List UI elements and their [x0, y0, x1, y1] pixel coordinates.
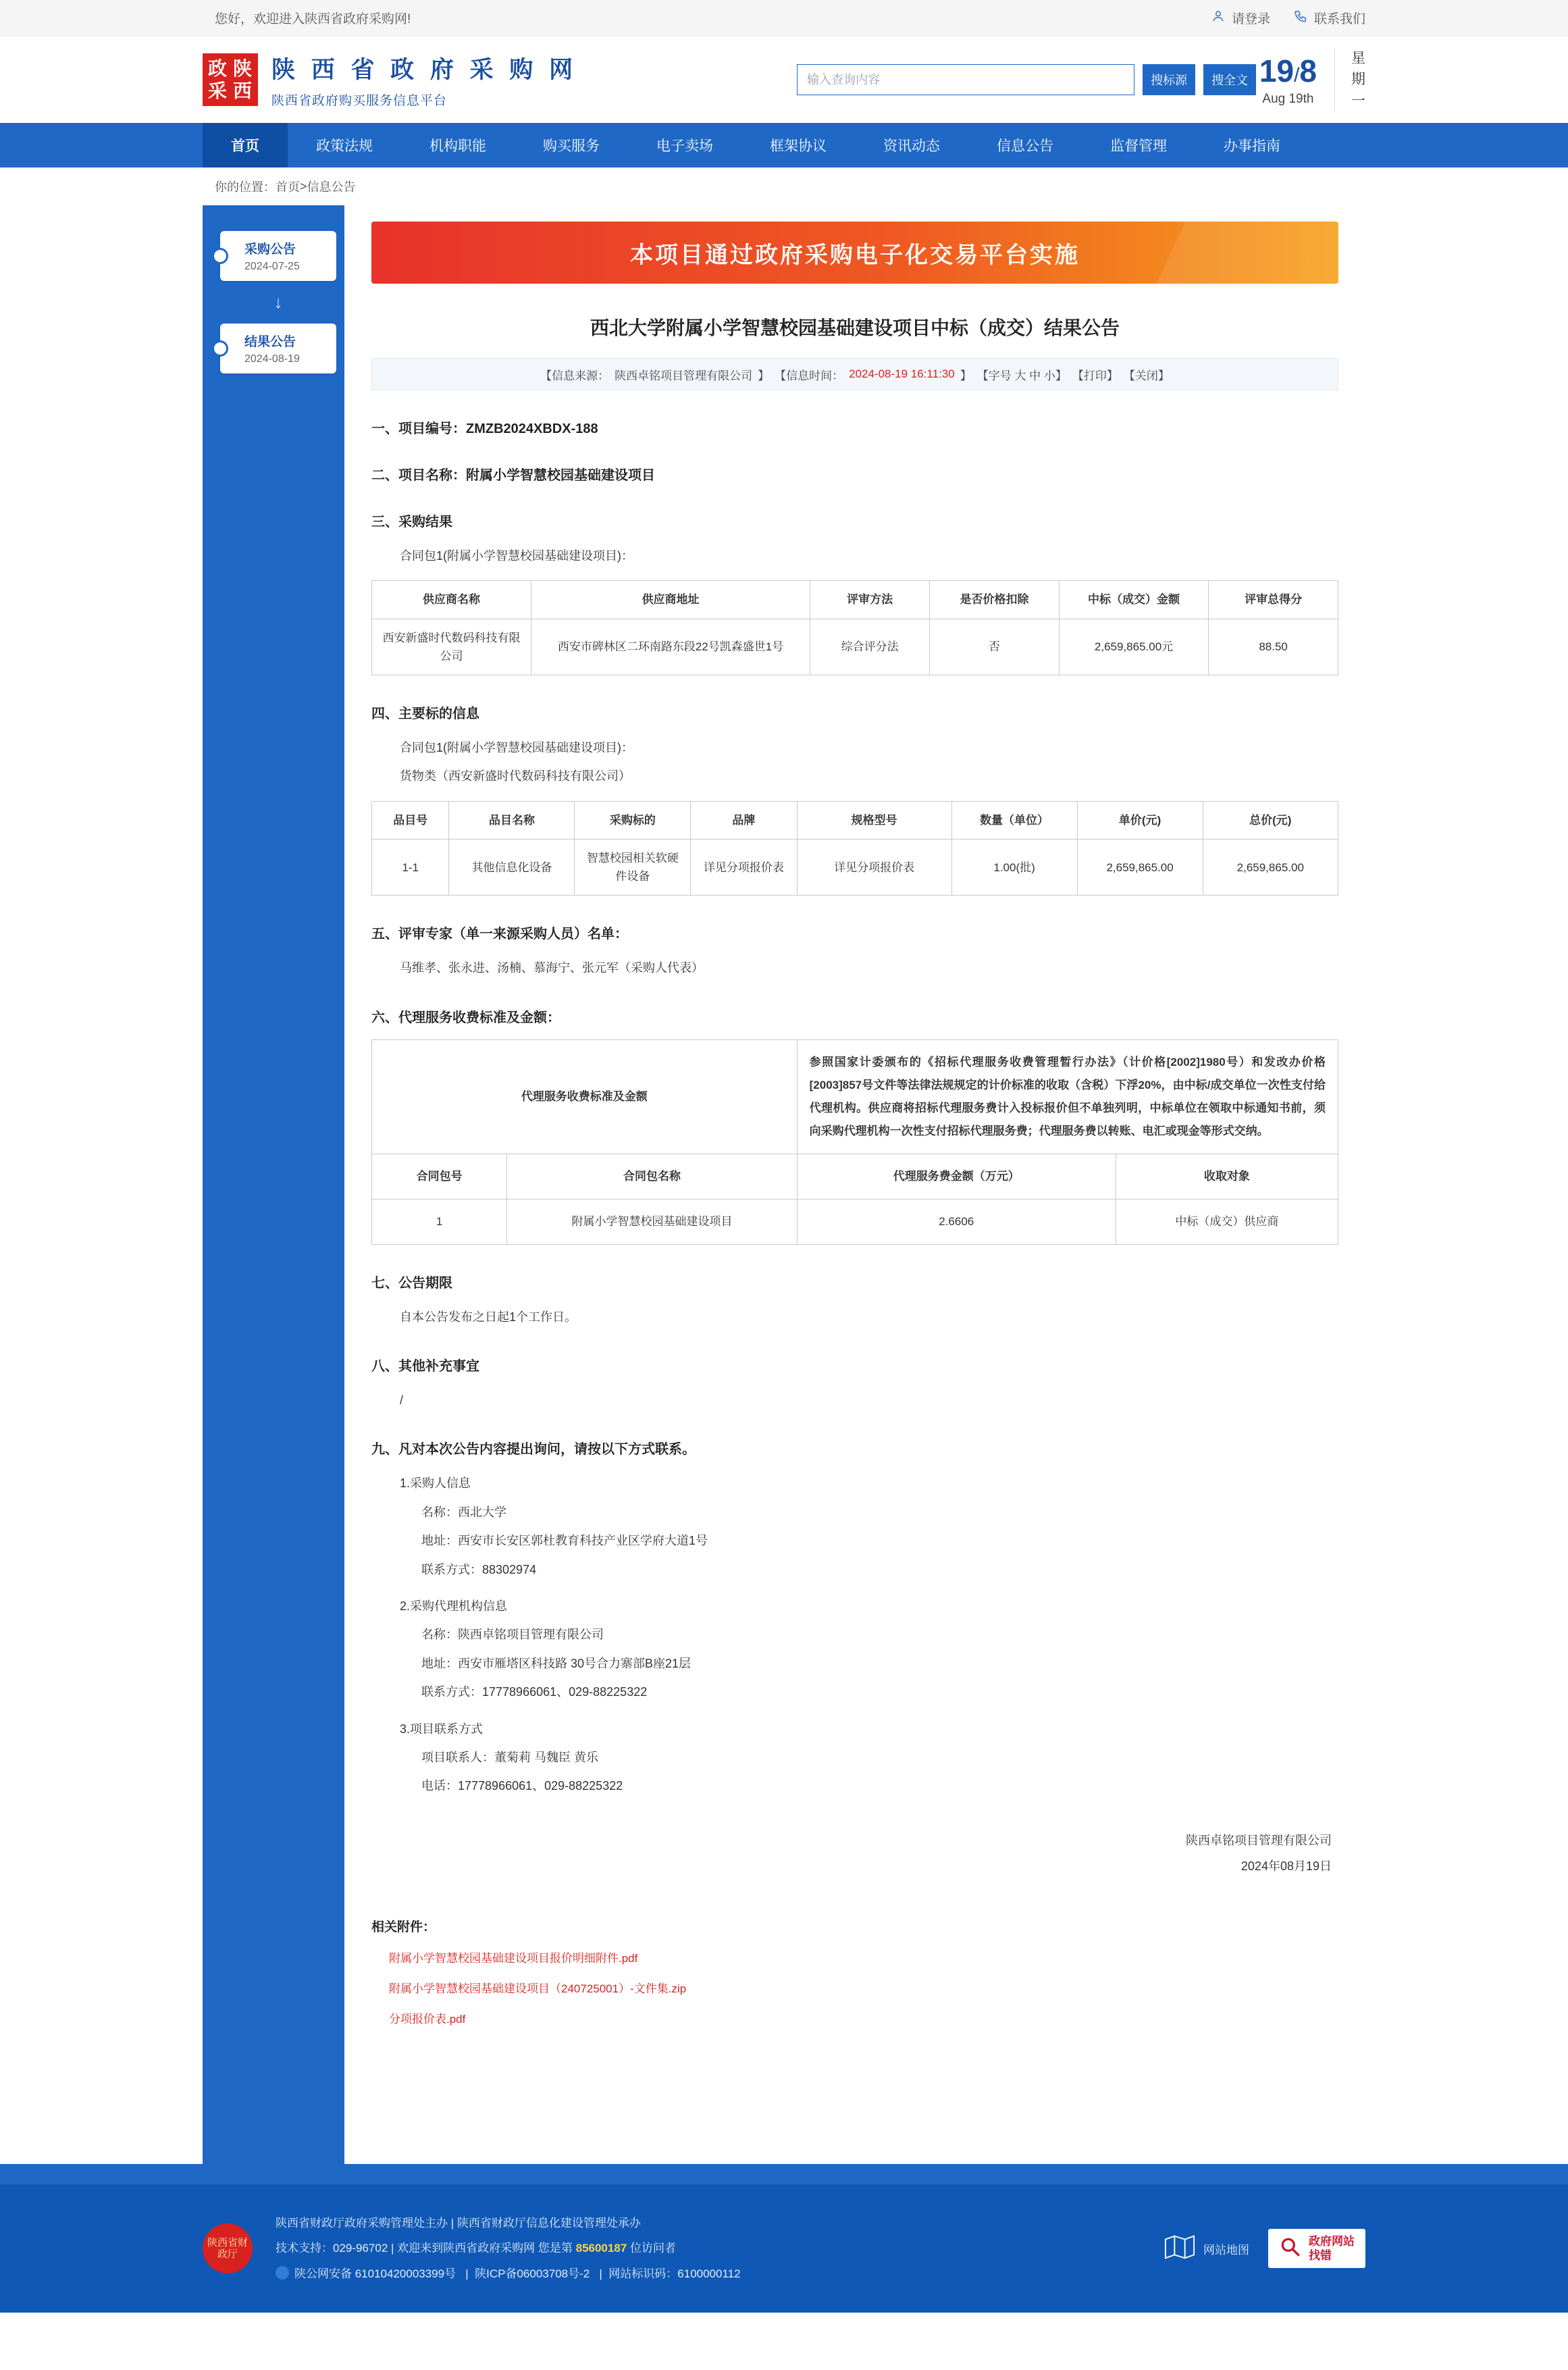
meta-fontsize-control[interactable]: 【字号 大 中 小】: [976, 369, 1067, 382]
th-supplier-name: 供应商名称: [372, 581, 531, 619]
purchaser-address: 地址：西安市长安区郭杜教育科技产业区学府大道1号: [421, 1534, 708, 1548]
date-english: Aug 19th: [1262, 92, 1314, 106]
td-brand: 详见分项报价表: [691, 839, 797, 895]
footer-icp-beian[interactable]: 陕ICP备06003708号-2: [475, 2267, 590, 2280]
section-9-heading: 九、凡对本次公告内容提出询问，请按以下方式联系。: [371, 1442, 696, 1458]
platform-banner: 本项目通过政府采购电子化交易平台实施: [371, 222, 1338, 284]
agency-address: 地址：西安市雁塔区科技路 30号合力寨部B座21层: [421, 1656, 691, 1670]
td-package-name: 附属小学智慧校园基础建设项目: [507, 1199, 797, 1244]
meta-close-button[interactable]: 【关闭】: [1123, 369, 1170, 382]
footer-support-line: [276, 2236, 741, 2261]
td-total-score: 88.50: [1209, 619, 1338, 675]
fee-value-row: [372, 1199, 1338, 1244]
td-review-method: 综合评分法: [810, 619, 930, 675]
th-award-amount: 中标（成交）金额: [1059, 581, 1208, 619]
section-5-heading: 五、评审专家（单一来源采购人员）名单：: [371, 927, 628, 942]
sidebar-item-result-notice[interactable]: [220, 324, 336, 373]
nav-item-news[interactable]: 资讯动态: [883, 138, 940, 154]
table-row: [372, 619, 1338, 675]
weekday-line1: 星: [1351, 50, 1365, 66]
user-icon: [1211, 9, 1226, 28]
search-fulltext-button[interactable]: 搜全文: [1203, 64, 1256, 95]
signature-org: 陕西卓铭项目管理有限公司: [1186, 1833, 1332, 1847]
attachment-link[interactable]: 附属小学智慧校园基础建设项目报价明细附件.pdf: [389, 1952, 638, 1965]
breadcrumb: [0, 168, 1568, 205]
timeline-arrow-icon: ↓: [273, 292, 283, 312]
td-award-amount: 2,659,865.00元: [1059, 619, 1208, 675]
section-1-heading: 一、项目编号：ZMZB2024XBDX-188: [371, 421, 598, 436]
weekday-line2: 期: [1351, 72, 1365, 88]
th-review-method: 评审方法: [810, 581, 930, 619]
td-price-deduction: 否: [930, 619, 1060, 675]
section-3-heading: 三、采购结果: [371, 515, 452, 530]
section-4-heading: 四、主要标的信息: [371, 706, 479, 721]
td-fee-amount: 2.6606: [797, 1199, 1116, 1244]
td-package-no: 1: [372, 1199, 507, 1244]
th-item-no: 品目号: [372, 801, 449, 839]
breadcrumb-home[interactable]: 首页: [276, 180, 300, 194]
breadcrumb-current: 信息公告: [307, 180, 356, 194]
footer-org-line: 陕西省财政厅政府采购管理处主办 | 陕西省财政厅信息化建设管理处承办: [276, 2216, 641, 2230]
th-spec-model: 规格型号: [797, 801, 951, 839]
table-header-row: [372, 581, 1338, 619]
th-unit-price: 单价(元): [1077, 801, 1203, 839]
date-month: 8: [1299, 53, 1317, 88]
td-procurement-subject: 智慧校园相关软硬件设备: [575, 839, 691, 895]
sidebar-item-date: 2024-07-25: [244, 261, 300, 272]
purchaser-heading: 1.采购人信息: [400, 1476, 471, 1491]
sidebar-item-date: 2024-08-19: [244, 353, 300, 365]
weekday-line3: 一: [1351, 93, 1365, 109]
logo-badge-icon: [203, 53, 258, 106]
phone-icon: [1293, 9, 1308, 28]
th-fee-payer: 收取对象: [1116, 1154, 1338, 1199]
site-subtitle: 陕西省政府购买服务信息平台: [271, 93, 448, 108]
agency-name: 名称：陕西卓铭项目管理有限公司: [421, 1628, 604, 1642]
result-table: [371, 580, 1338, 675]
meta-source-end: 】: [758, 369, 770, 382]
td-fee-payer: 中标（成交）供应商: [1116, 1199, 1338, 1244]
nav-item-policy[interactable]: 政策法规: [316, 138, 373, 154]
th-package-name: 合同包名称: [507, 1154, 797, 1199]
fee-description-row: [372, 1039, 1338, 1154]
footer-support-prefix: 技术支持：029-96702 | 欢迎来到陕西省政府采购网 您是第: [276, 2242, 576, 2255]
logo-char-3: 西: [232, 80, 253, 101]
th-procurement-subject: 采购标的: [575, 801, 691, 839]
footer-police-beian[interactable]: 陕公网安备 61010420003399号: [294, 2267, 456, 2280]
td-supplier-address: 西安市碑林区二环南路东段22号凯森盛世1号: [531, 619, 810, 675]
meta-time-end: 】: [960, 369, 972, 382]
contact-label: 联系我们: [1313, 12, 1365, 26]
page-title: 西北大学附属小学智慧校园基础建设项目中标（成交）结果公告: [590, 317, 1120, 338]
td-unit-price: 2,659,865.00: [1077, 839, 1203, 895]
section-4-subtitle-2: 货物类（西安新盛时代数码科技有限公司）: [400, 769, 631, 783]
nav-item-emarket[interactable]: 电子卖场: [656, 138, 713, 154]
fee-standard-label: 代理服务收费标准及金额: [372, 1039, 798, 1154]
td-item-no: 1-1: [372, 839, 449, 895]
meta-print-button[interactable]: 【打印】: [1072, 369, 1118, 382]
document-content: [344, 205, 1365, 2164]
footer-support-suffix: 位访问者: [627, 2242, 676, 2255]
project-contact-phone: 电话：17778966061、029-88225322: [421, 1779, 623, 1793]
th-supplier-address: 供应商地址: [531, 581, 810, 619]
project-contact-person: 项目联系人：董菊莉 马魏臣 黄乐: [421, 1750, 599, 1764]
attachment-link[interactable]: 分项报价表.pdf: [389, 2013, 466, 2026]
th-price-deduction: 是否价格扣除: [930, 581, 1060, 619]
date-widget: [1259, 48, 1365, 112]
footer-site-code: 网站标识码：6100000112: [608, 2267, 741, 2280]
section-7-body: 自本公告发布之日起1个工作日。: [400, 1310, 577, 1324]
th-package-no: 合同包号: [372, 1154, 507, 1199]
th-brand: 品牌: [691, 801, 797, 839]
site-logo[interactable]: [203, 51, 577, 109]
section-2-heading: 二、项目名称：附属小学智慧校园基础建设项目: [371, 468, 655, 483]
agency-fee-table: [371, 1039, 1338, 1245]
section-5-experts: 马维孝、张永进、汤楠、慕海宁、张元军（采购人代表）: [400, 961, 704, 975]
th-total-price: 总价(元): [1203, 801, 1338, 839]
sidebar-item-procurement-notice[interactable]: [220, 231, 336, 281]
footer-visit-count: 85600187: [575, 2242, 627, 2255]
agency-heading: 2.采购代理机构信息: [400, 1599, 508, 1614]
date-sep: /: [1294, 64, 1300, 86]
section-8-heading: 八、其他补充事宜: [371, 1359, 479, 1374]
contact-link[interactable]: [1293, 9, 1365, 28]
top-utility-bar: [0, 0, 1568, 36]
search-input[interactable]: [797, 64, 1134, 95]
table-row: [372, 839, 1338, 895]
fee-standard-text: 参照国家计委颁布的《招标代理服务收费管理暂行办法》（计价格[2002]1980号）和发改办价格[2003]857号文件等法律法规规定的计价标准的收取（含税）下浮20%，由中标/成交单位一次性支付给代理机构。供应商将招标代理服务费计入投标报价但不单独列明，中标单位在领取中标通知书前，须向采购代理机构一次性支付招标代理服务费；代理服务费以转账、电汇或现金等形式交纳。: [797, 1039, 1338, 1154]
meta-source-label: 【信息来源：: [540, 369, 610, 382]
map-icon: [1164, 2234, 1195, 2264]
td-item-name: 其他信息化设备: [449, 839, 575, 895]
project-contact-heading: 3.项目联系方式: [400, 1722, 484, 1736]
police-badge-icon: [276, 2266, 289, 2279]
nav-item-functions[interactable]: 机构职能: [429, 138, 486, 154]
section-8-body: /: [400, 1393, 404, 1408]
main-area: [0, 205, 1568, 2164]
weekday-label: [1334, 48, 1365, 112]
site-name: 陕 西 省 政 府 采 购 网: [271, 56, 578, 83]
nav-item-purchase-service[interactable]: 购买服务: [543, 138, 600, 154]
th-quantity: 数量（单位）: [951, 801, 1077, 839]
th-total-score: 评审总得分: [1209, 581, 1338, 619]
td-spec-model: 详见分项报价表: [797, 839, 951, 895]
government-seal-icon: 陕西省财政厅: [203, 2223, 253, 2273]
section-6-heading: 六、代理服务收费标准及金额：: [371, 1010, 560, 1025]
nav-item-guide[interactable]: 办事指南: [1224, 138, 1280, 154]
breadcrumb-sep: >: [300, 179, 307, 193]
td-quantity: 1.00(批): [951, 839, 1077, 895]
search-area: [797, 64, 1256, 95]
nav-item-framework[interactable]: 框架协议: [770, 138, 827, 154]
main-nav: [0, 123, 1568, 168]
footer-divider: [0, 2164, 1568, 2184]
th-item-name: 品目名称: [449, 801, 575, 839]
magnifier-icon: [1279, 2236, 1302, 2262]
meta-source-value: 陕西卓铭项目管理有限公司: [615, 369, 753, 382]
gov-website-feedback-badge[interactable]: [1268, 2229, 1365, 2268]
site-map-label: 网站地图: [1203, 2243, 1249, 2257]
nav-item-supervision[interactable]: 监督管理: [1110, 138, 1167, 154]
purchaser-name: 名称：西北大学: [421, 1505, 506, 1519]
section-4-subtitle-1: 合同包1(附属小学智慧校园基础建设项目)：: [400, 740, 633, 754]
attachment-link[interactable]: 附属小学智慧校园基础建设项目（240725001）-文件集.zip: [389, 1982, 687, 1996]
gov-badge-line1: 政府网站: [1309, 2234, 1355, 2248]
fee-header-row: [372, 1154, 1338, 1199]
purchaser-contact: 联系方式：88302974: [421, 1562, 537, 1576]
attachments-list: [371, 1949, 1338, 2026]
section-7-heading: 七、公告期限: [371, 1275, 452, 1291]
meta-time-label: 【信息时间：: [775, 369, 844, 382]
site-map-link[interactable]: [1164, 2234, 1249, 2264]
sidebar-item-title: 结果公告: [244, 335, 296, 349]
date-day: 19: [1259, 53, 1295, 88]
site-header: [0, 36, 1568, 123]
logo-char-0: 政: [207, 57, 228, 79]
document-meta-bar: [371, 358, 1338, 390]
th-fee-amount: 代理服务费金额（万元）: [797, 1154, 1116, 1199]
welcome-text: 您好，欢迎进入陕西省政府采购网!: [215, 12, 411, 26]
section-3-subtitle: 合同包1(附属小学智慧校园基础建设项目)：: [400, 549, 633, 563]
signature-block: [371, 1828, 1338, 1880]
signature-date: 2024年08月19日: [1240, 1859, 1332, 1873]
agency-contact: 联系方式：17778966061、029-88225322: [421, 1685, 648, 1699]
table-header-row: [372, 801, 1338, 839]
meta-time-value: 2024-08-19 16:11:30: [849, 367, 955, 380]
search-source-button[interactable]: 搜标源: [1143, 64, 1195, 95]
footer-beian-line: 陕公网安备 61010420003399号 | 陕ICP备06003708号-2 | 网站标识码：6100000112: [276, 2261, 741, 2286]
sidebar-item-title: 采购公告: [244, 242, 296, 257]
logo-char-2: 采: [207, 80, 228, 101]
td-supplier-name: 西安新盛时代数码科技有限公司: [372, 619, 531, 675]
attachments-heading: 相关附件：: [371, 1920, 436, 1935]
logo-char-1: 陕: [232, 57, 253, 79]
login-link[interactable]: [1211, 9, 1270, 28]
sidebar-timeline: [203, 205, 344, 2164]
breadcrumb-prefix: 你的位置：: [215, 180, 276, 194]
login-label: 请登录: [1231, 12, 1270, 26]
td-total-price: 2,659,865.00: [1203, 839, 1338, 895]
subject-table: [371, 801, 1338, 896]
gov-badge-line2: 找错: [1309, 2249, 1332, 2262]
site-footer: [0, 2184, 1568, 2313]
nav-item-announcements[interactable]: 信息公告: [997, 138, 1053, 154]
nav-item-home[interactable]: 首页: [203, 123, 288, 168]
